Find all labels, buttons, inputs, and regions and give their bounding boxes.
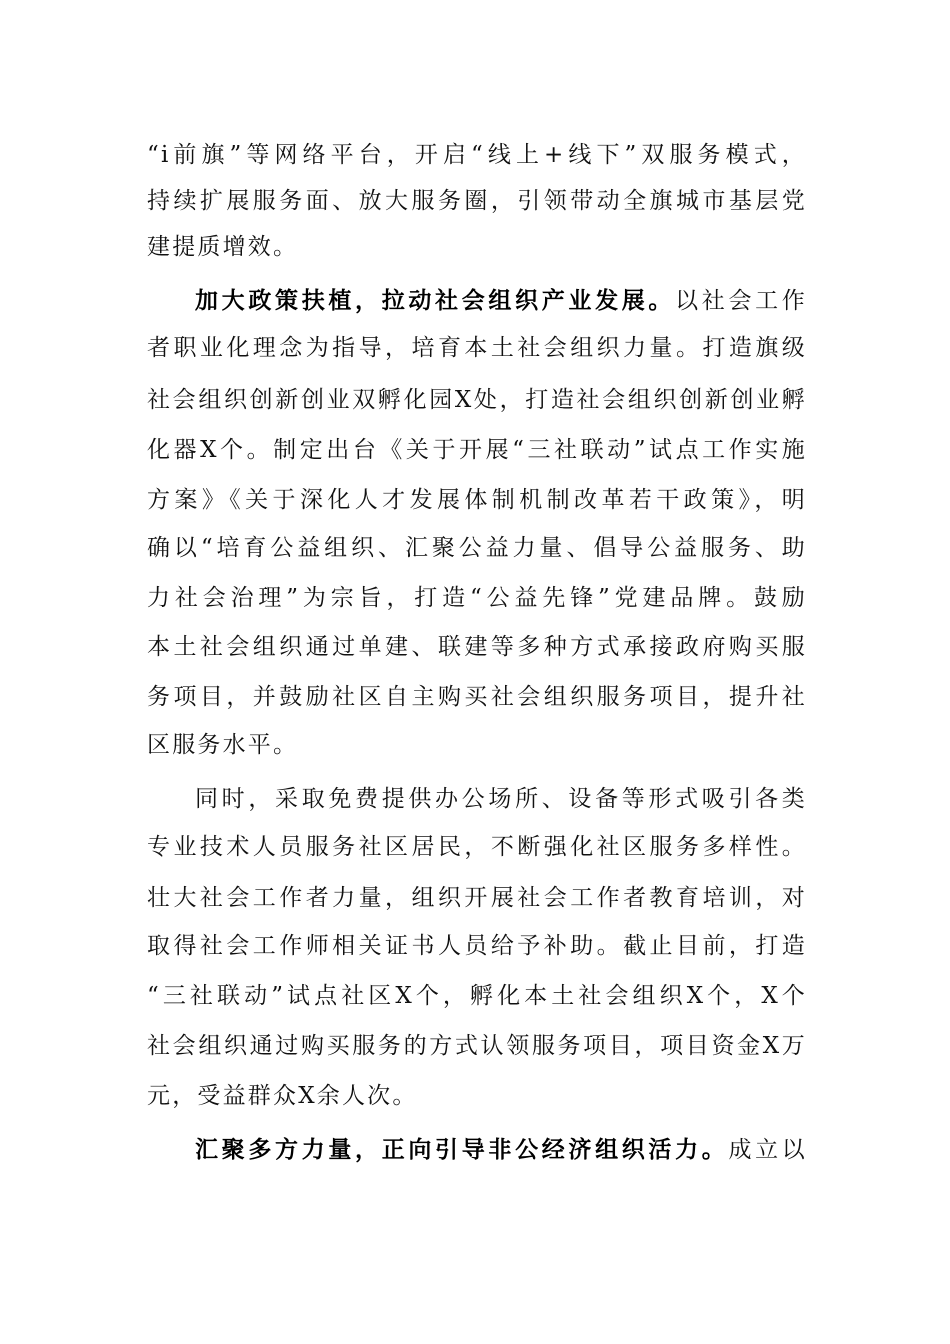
paragraph-2-line-10: 区服务水平。: [147, 732, 299, 758]
paragraph-4-line-1-rest: 成立以: [728, 1137, 807, 1163]
paragraph-3-line-6: 社会组织通过购买服务的方式认领服务项目，项目资金X万: [147, 1033, 807, 1059]
paragraph-1-line-1: “i前旗”等网络平台，开启“线上+线下”双服务模式，: [147, 142, 807, 168]
paragraph-4-line-1: [195, 1130, 807, 1170]
paragraph-3-line-7: 元，受益群众X余人次。: [147, 1083, 418, 1109]
paragraph-2-line-3: 社会组织创新创业双孵化园X处，打造社会组织创新创业孵: [147, 387, 807, 413]
paragraph-2-line-1: [195, 281, 807, 321]
paragraph-3-line-1: 同时，采取免费提供办公场所、设备等形式吸引各类: [195, 786, 807, 812]
paragraph-3-line-3: 壮大社会工作者力量，组织开展社会工作者教育培训，对: [147, 885, 807, 911]
paragraph-2-line-1-rest: 以社会工作: [675, 288, 807, 314]
paragraph-3-line-2: 专业技术人员服务社区居民，不断强化社区服务多样性。: [147, 834, 807, 860]
paragraph-2-line-5: 方案》《关于深化人才发展体制机制改革若干政策》，明: [147, 487, 807, 513]
paragraph-2-line-9: 务项目，并鼓励社区自主购买社会组织服务项目，提升社: [147, 684, 807, 710]
paragraph-1-line-2: 持续扩展服务面、放大服务圈，引领带动全旗城市基层党: [147, 188, 807, 214]
paragraph-2-heading: 加大政策扶植，拉动社会组织产业发展。: [195, 288, 676, 314]
paragraph-2-line-4: 化器X个。制定出台《关于开展“三社联动”试点工作实施: [147, 437, 807, 463]
paragraph-3-line-4: 取得社会工作师相关证书人员给予补助。截止目前，打造: [147, 933, 807, 959]
paragraph-2-line-2: 者职业化理念为指导，培育本土社会组织力量。打造旗级: [147, 335, 807, 361]
paragraph-2-line-8: 本土社会组织通过单建、联建等多种方式承接政府购买服: [147, 634, 807, 660]
paragraph-4-heading: 汇聚多方力量，正向引导非公经济组织活力。: [195, 1137, 729, 1163]
paragraph-2-line-6: 确以“培育公益组织、汇聚公益力量、倡导公益服务、助: [147, 535, 807, 561]
paragraph-2-line-7: 力社会治理”为宗旨，打造“公益先锋”党建品牌。鼓励: [147, 585, 807, 611]
paragraph-1-line-3: 建提质增效。: [147, 234, 299, 260]
paragraph-3-line-5: “三社联动”试点社区X个，孵化本土社会组织X个，X个: [147, 983, 807, 1009]
